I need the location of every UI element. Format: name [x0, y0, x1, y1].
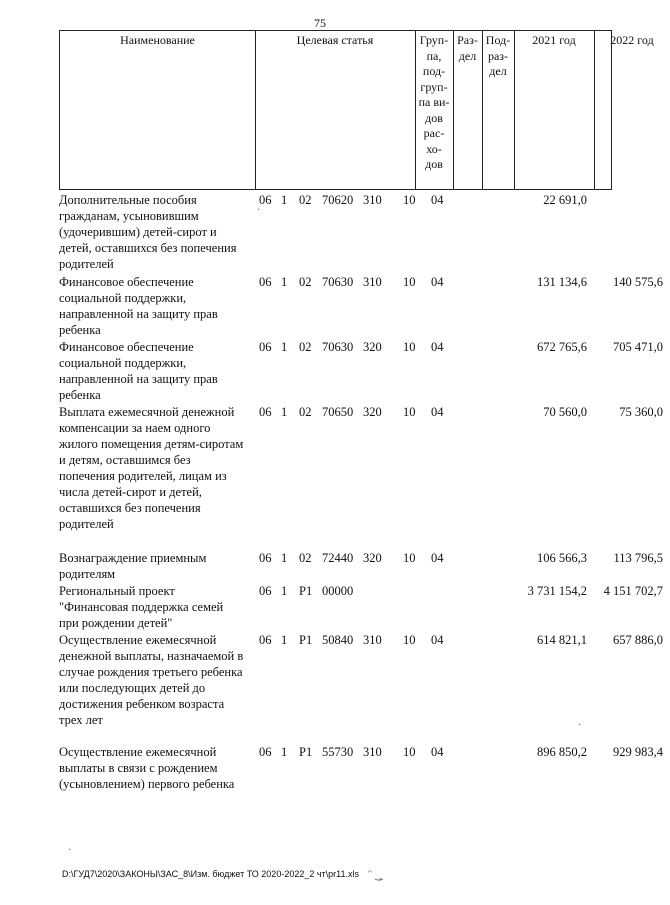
- row-name-line: социальной поддержки,: [59, 356, 187, 370]
- row-razdel: 10: [403, 340, 416, 354]
- header-name: Наименование: [120, 33, 195, 47]
- row-name: [59, 583, 255, 631]
- row-name: [59, 274, 255, 338]
- row-code-subprogram: 1: [281, 745, 288, 759]
- row-name-line: направленной на защиту прав: [59, 307, 218, 321]
- row-razdel: 10: [403, 193, 416, 207]
- row-name-line: "Финансовая поддержка семей: [59, 600, 224, 614]
- row-podrazdel: 04: [431, 551, 444, 565]
- scan-speck: ·: [257, 205, 261, 216]
- row-podrazdel: 04: [431, 745, 444, 759]
- header-podrazdel-line: дел: [489, 64, 507, 78]
- row-name-line: трех лет: [59, 713, 103, 727]
- row-value-2022: 705 471,0: [613, 340, 663, 354]
- row-name-line: Осуществление ежемесячной: [59, 745, 217, 759]
- row-name-line: Дополнительные пособия: [59, 193, 197, 207]
- header-podrazdel-line: Под-: [485, 33, 511, 47]
- row-code-subprogram: 1: [281, 633, 288, 647]
- row-code-event: P1: [299, 745, 313, 759]
- row-podrazdel: 04: [431, 633, 444, 647]
- row-name: [59, 632, 255, 728]
- row-name-line: числа детей-сирот и детей,: [59, 485, 202, 499]
- row-code-event: P1: [299, 584, 313, 598]
- row-name-line: направленной на защиту прав: [59, 372, 218, 386]
- row-code-direction: 50840: [322, 633, 354, 647]
- row-code-event: 02: [299, 275, 312, 289]
- row-podrazdel: 04: [431, 193, 444, 207]
- row-name-line: денежной выплаты, назначаемой в: [59, 649, 244, 663]
- row-code-subprogram: 1: [281, 193, 288, 207]
- header-group-line: дов: [425, 157, 443, 171]
- header-group-line: дов: [425, 110, 443, 125]
- header-group-line: груп-: [420, 79, 448, 94]
- row-name-line: при рождении детей": [59, 616, 173, 630]
- row-name-line: родителям: [59, 567, 116, 581]
- row-code-subprogram: 1: [281, 340, 288, 354]
- row-razdel: 10: [403, 405, 416, 419]
- header-year-2022: 2022 год: [610, 33, 654, 47]
- row-name: [59, 192, 255, 272]
- table-header: [59, 30, 654, 190]
- row-name-line: ребенка: [59, 388, 101, 402]
- scan-speck: ·: [68, 845, 72, 856]
- row-value-2022: 4 151 702,7: [603, 584, 663, 598]
- header-divider: [594, 31, 595, 189]
- row-code-program: 06: [259, 633, 272, 647]
- row-group: 320: [363, 551, 382, 565]
- row-name-line: родителей: [59, 257, 114, 271]
- row-group: 310: [363, 193, 382, 207]
- row-code-program: 06: [259, 551, 272, 565]
- row-value-2022: 75 360,0: [619, 405, 663, 419]
- header-group-line: Груп-: [419, 33, 449, 47]
- row-code-program: 06: [259, 340, 272, 354]
- row-razdel: 10: [403, 551, 416, 565]
- row-name-line: попечения родителей, лицам из: [59, 469, 227, 483]
- row-name-line: Вознаграждение приемным: [59, 551, 207, 565]
- header-razdel-line: дел: [458, 48, 477, 63]
- row-group: 310: [363, 745, 382, 759]
- header-group: [415, 33, 453, 173]
- row-code-program: 06: [259, 745, 272, 759]
- row-code-direction: 70630: [322, 275, 354, 289]
- row-value-2021: 106 566,3: [537, 551, 587, 565]
- row-code-event: 02: [299, 340, 312, 354]
- row-razdel: 10: [403, 275, 416, 289]
- header-target: Целевая статья: [296, 33, 374, 47]
- row-name: [59, 550, 255, 582]
- page-number: 75: [314, 16, 326, 30]
- header-group-line: хо-: [426, 141, 442, 156]
- signature-mark: ᵔ ͜ ¸: [368, 866, 383, 881]
- row-value-2021: 131 134,6: [537, 275, 587, 289]
- row-code-direction: 72440: [322, 551, 354, 565]
- row-name-line: компенсации за наем одного: [59, 421, 211, 435]
- header-group-line: рас-: [423, 126, 445, 140]
- header-divider: [255, 31, 256, 189]
- row-name-line: жилого помещения детям-сиротам: [59, 437, 244, 451]
- row-code-event: 02: [299, 193, 312, 207]
- row-group: 310: [363, 633, 382, 647]
- row-code-subprogram: 1: [281, 275, 288, 289]
- row-code-subprogram: 1: [281, 551, 288, 565]
- header-divider: [514, 31, 515, 189]
- scan-speck: ·: [578, 720, 582, 731]
- row-value-2021: 70 560,0: [543, 405, 587, 419]
- row-podrazdel: 04: [431, 340, 444, 354]
- row-name: [59, 339, 255, 403]
- row-name-line: гражданам, усыновившим: [59, 209, 199, 223]
- row-name: [59, 744, 255, 792]
- row-name-line: ребенка: [59, 323, 101, 337]
- header-razdel-line: Раз-: [457, 33, 478, 47]
- row-name-line: Осуществление ежемесячной: [59, 633, 217, 647]
- header-group-line: па ви-: [418, 95, 450, 109]
- row-code-event: 02: [299, 405, 312, 419]
- row-name-line: выплаты в связи с рождением: [59, 761, 218, 775]
- row-code-direction: 70650: [322, 405, 354, 419]
- row-code-program: 06: [259, 193, 272, 207]
- row-name-line: достижения ребенком возраста: [59, 697, 225, 711]
- row-name-line: оставшихся без попечения: [59, 501, 201, 515]
- row-name-line: родителей: [59, 517, 114, 531]
- row-value-2021: 614 821,1: [537, 633, 587, 647]
- row-code-program: 06: [259, 584, 272, 598]
- header-podrazdel: [482, 33, 514, 80]
- row-group: 320: [363, 405, 382, 419]
- row-code-direction: 55730: [322, 745, 354, 759]
- row-code-direction: 70620: [322, 193, 354, 207]
- row-code-program: 06: [259, 275, 272, 289]
- row-value-2021: 22 691,0: [543, 193, 587, 207]
- header-podrazdel-line: раз-: [487, 48, 509, 63]
- row-value-2022: 140 575,6: [613, 275, 663, 289]
- row-name-line: социальной поддержки,: [59, 291, 187, 305]
- row-code-event: P1: [299, 633, 313, 647]
- row-group: 310: [363, 275, 382, 289]
- header-group-line: па,: [426, 48, 442, 63]
- row-value-2022: 113 796,5: [613, 551, 663, 565]
- row-razdel: 10: [403, 745, 416, 759]
- row-name-line: Выплата ежемесячной денежной: [59, 405, 235, 419]
- row-value-2021: 672 765,6: [537, 340, 587, 354]
- row-name-line: (усыновлением) первого ребенка: [59, 777, 235, 791]
- row-value-2022: 657 886,0: [613, 633, 663, 647]
- row-name-line: и детям, оставшимся без: [59, 453, 191, 467]
- row-name-line: случае рождения третьего ребенка: [59, 665, 243, 679]
- file-path-footer: D:\ГУД7\2020\ЗАКОНЫ\ЗАС_8\Изм. бюджет ТО 2020-2022_2 чт\pr11.xls: [62, 869, 360, 879]
- header-razdel: [453, 33, 482, 64]
- row-code-subprogram: 1: [281, 584, 288, 598]
- row-podrazdel: 04: [431, 405, 444, 419]
- row-name: [59, 404, 255, 532]
- row-value-2021: 3 731 154,2: [527, 584, 587, 598]
- row-code-direction: 00000: [322, 584, 354, 598]
- row-razdel: 10: [403, 633, 416, 647]
- row-group: 320: [363, 340, 382, 354]
- row-code-program: 06: [259, 405, 272, 419]
- row-name-line: детей, оставшихся без попечения: [59, 241, 237, 255]
- row-code-subprogram: 1: [281, 405, 288, 419]
- row-name-line: Финансовое обеспечение: [59, 340, 194, 354]
- header-year-2021: 2021 год: [532, 33, 576, 47]
- row-podrazdel: 04: [431, 275, 444, 289]
- row-code-direction: 70630: [322, 340, 354, 354]
- row-name-line: (удочерившим) детей-сирот и: [59, 225, 217, 239]
- row-name-line: Финансовое обеспечение: [59, 275, 194, 289]
- row-name-line: или последующих детей до: [59, 681, 206, 695]
- row-value-2021: 896 850,2: [537, 745, 587, 759]
- header-group-line: под-: [422, 64, 446, 78]
- row-code-event: 02: [299, 551, 312, 565]
- row-value-2022: 929 983,4: [613, 745, 663, 759]
- row-name-line: Региональный проект: [59, 584, 175, 598]
